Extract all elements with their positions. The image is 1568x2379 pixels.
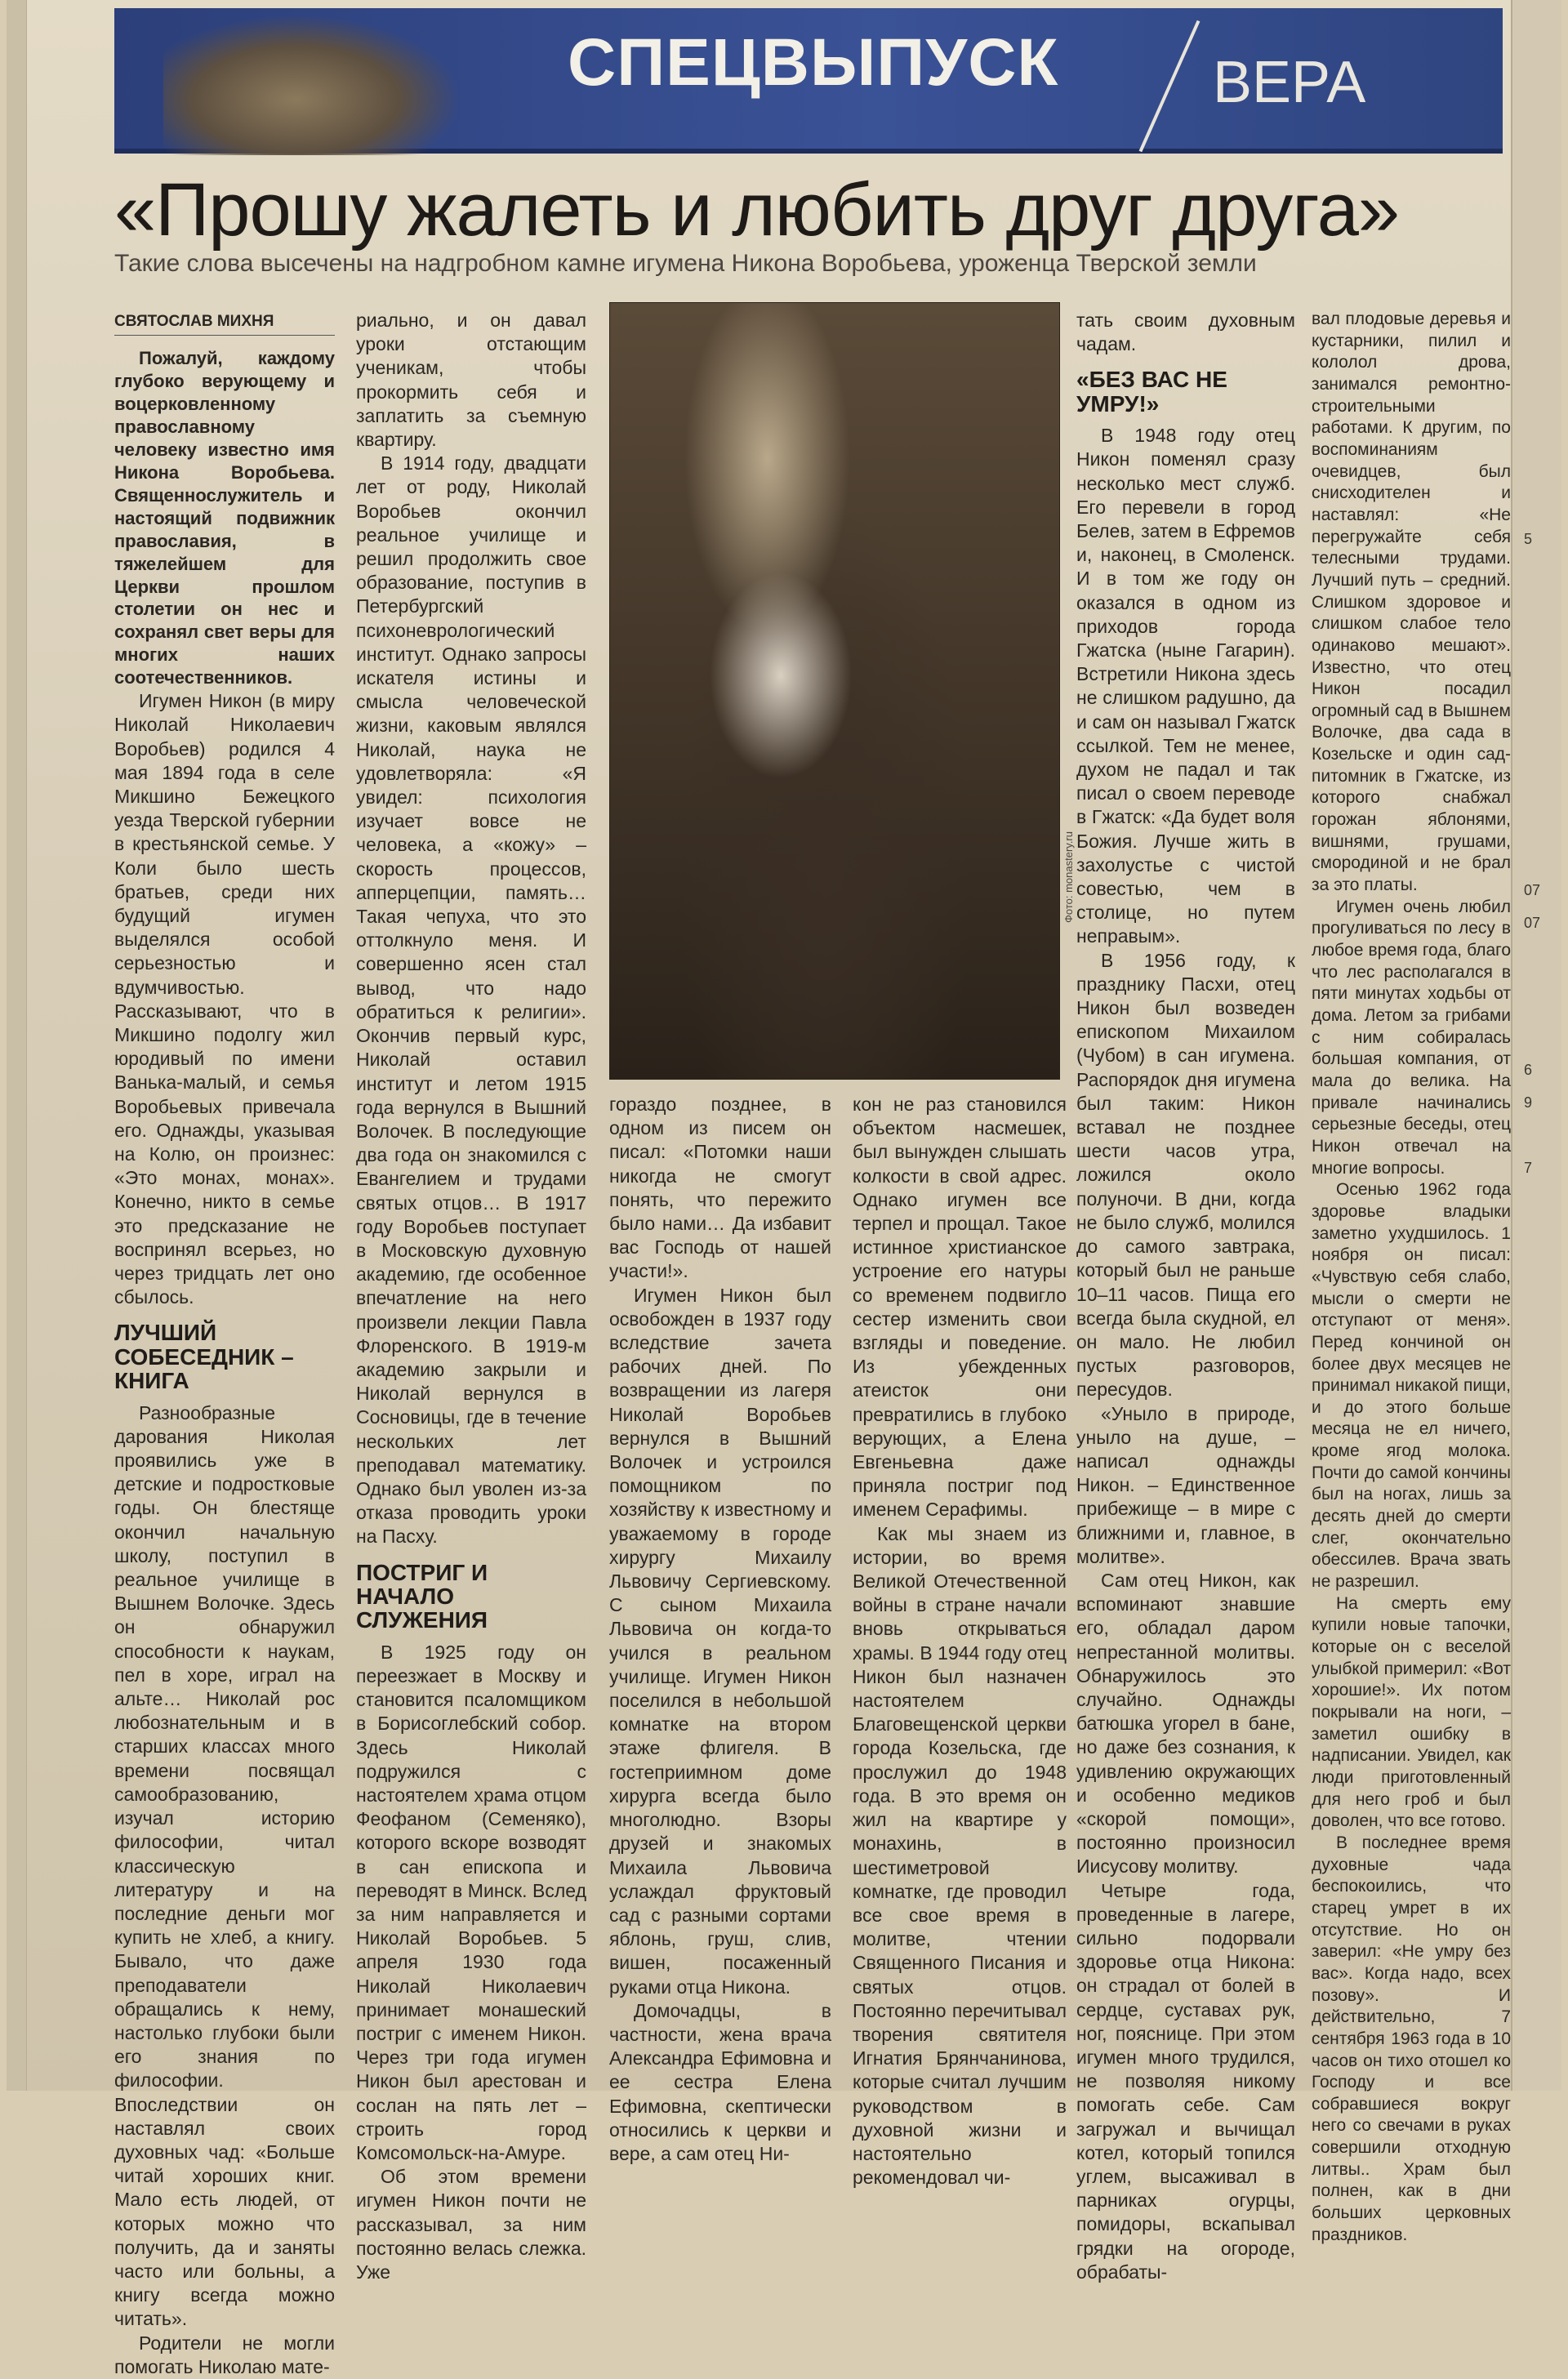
column-6 <box>1312 309 1511 2246</box>
paragraph: Родители не могли помогать Николаю мате- <box>114 2332 335 2377</box>
edge-number: 6 <box>1524 1062 1533 1078</box>
paragraph: гораздо позднее, в одном из писем он писал: «Потомки наши никогда не смогут понять, что пережито было нами… Да избавит вас Господь от нашей участи!». <box>609 1094 831 1282</box>
edge-number: 5 <box>1524 531 1533 547</box>
banner-divider <box>1139 20 1200 152</box>
paragraph: В 1914 году, двадцати лет от роду, Николай Воробьев окончил реальное училище и решил продолжить свое образование, поступив в Петербургский психоневрологический институт. Однако запросы искателя истины и смысла человеческой жизни, каковым являлся Николай, наука не удовлетворяла: «Я увидел: психология изучает вовсе не человека, а «кожу» – скорость процессов, апперцепции, память… Такая чепуха, что это оттолкнуло меня. И совершенно ясен стал вывод, что надо обратиться к религии». Окончив первый курс, Николай оставил институт и летом 1915 года вернулся в Вышний Волочек. В последующие два года он знакомился с Евангелием и трудами святых отцов… В 1917 году Воробьев поступает в Московскую духовную академию, где особенное впечатление на него произвели лекции Павла Флоренского. В 1919-м академию закрыли и Николай вернулся в Сосновицы, где в течение нескольких лет преподавал математику. Однако был уволен из-за отказа проводить уроки на Пасху. <box>356 452 586 1548</box>
paragraph: Об этом времени игумен Никон почти не рассказывал, за ним постоянно велась слежка. Уже <box>356 2166 586 2283</box>
paragraph: риально, и он давал уроки отстающим ученикам, чтобы прокормить себя и заплатить за съемную квартиру. <box>356 310 586 451</box>
column-2 <box>356 309 586 2284</box>
left-page-edge <box>7 0 27 2091</box>
subheading: «БЕЗ ВАС НЕ УМРУ!» <box>1076 367 1227 417</box>
paragraph: Домочадцы, в частности, жена врача Александра Ефимовна и ее сестра Елена Ефимовна, скептически относились к церкви и вере, а сам отец Ни- <box>609 1999 831 2164</box>
paragraph: Сам отец Никон, как вспоминают знавшие его, обладал даром непрестанной молитвы. Обнаружилось это случайно. Однажды батюшка угорел в бане, но даже без сознания, к удивлению окружающих и особенно медиков «скорой помощи», постоянно произносил Иисусову молитву. <box>1076 1569 1295 1878</box>
newspaper-page <box>7 0 1561 2377</box>
edge-number: 07 <box>1524 915 1541 931</box>
portrait-photo <box>609 302 1060 1080</box>
edge-number: 7 <box>1524 1160 1533 1176</box>
paragraph: тать своим духовным чадам. <box>1076 310 1295 355</box>
paragraph: Четыре года, проведенные в лагере, сильно подорвали здоровье отца Никона: он страдал от болей в сердце, суставах рук, ног, пояснице. При этом игумен много трудился, не позволяя никому помогать себе. Сам загружал и вычищал котел, который топился углем, высаживал в парниках огурцы, помидоры, вскапывал грядки на огороде, обрабаты- <box>1076 1879 1295 2283</box>
paragraph: Игумен Никон (в миру Николай Николаевич Воробьев) родился 4 мая 1894 года в селе Микшино Бежецкого уезда Тверской губернии в крестьянской семье. У Коли было шесть братьев, среди них будущий игумен выделялся особой серьезностью и вдумчивостью. Рассказывают, что в Микшино подолгу жил юродивый по имени Ванька-малый, и семья Воробьевых привечала его. Однажды, указывая на Колю, он произнес: «Это монах, монах». Конечно, никто в семье это предсказание не воспринял всерьез, но через тридцать лет оно сбылось. <box>114 690 335 1308</box>
paragraph: кон не раз становился объектом насмешек, был вынужден слышать колкости в свой адрес. Однако игумен все терпел и прощал. Такое истинное христианское устроение его натуры со временем подвигло сестер изменить свои взгляды и поведение. Из убежденных атеисток они превратились в глубоко верующих, а Елена Евгеньевна даже приняла постриг под именем Серафимы. <box>853 1094 1067 1521</box>
paragraph: вал плодовые деревья и кустарники, пилил и кололол дрова, занимался ремонтно-строительными работами. К другим, по воспоминаниям очевидцев, был снисходителен и наставлял: «Не перегружайте себя телесными трудами. Лучший путь – средний. Слишком здоровое и слишком слабое тело одинаково мешают». Известно, что отец Никон посадил огромный сад в Вышнем Волочке, два сада в Козельске и один сад-питомник в Гжатске, из которого снабжал горожан яблонями, вишнями, грушами, смородиной и не брал за это платы. <box>1312 310 1511 895</box>
subheading: ПОСТРИГ И НАЧАЛО СЛУЖЕНИЯ <box>356 1559 488 1633</box>
right-page-edge <box>1511 0 1561 2091</box>
banner-section-title: СПЕЦВЫПУСК <box>568 25 1059 100</box>
paragraph: Игумен очень любил прогуливаться по лесу в любое время года, благо что лес располагался в пяти минутах ходьбы от дома. Летом за грибами с ним собиралась большая компания, от мала до велика. На привале начинались серьезные беседы, отец Никон отвечал на многие вопросы. <box>1312 897 1511 1178</box>
banner-illustration <box>163 16 457 155</box>
paragraph: Игумен Никон был освобожден в 1937 году вследствие зачета рабочих дней. По возвращении из лагеря Николай Воробьев вернулся в Вышний Волочек и устроился помощником по хозяйству к известному и уважаемому в городе хирургу Михаилу Львовичу Сергиевскому. С сыном Михаила Львовича он когда-то учился в реальном училище. Игумен Никон поселился в небольшой комнатке на втором этаже флигеля. В гостеприимном доме хирурга всегда было многолюдно. Взоры друзей и знакомых Михаила Львовича услаждал фруктовый сад с разными сортами яблонь, груш, слив, вишен, посаженный руками отца Никона. <box>609 1284 831 1998</box>
paragraph: Как мы знаем из истории, во время Великой Отечественной войны в стране начали вновь открываться храмы. В 1944 году отец Никон был назначен настоятелем Благовещенской церкви города Козельска, где прослужил до 1948 года. В это время он жил на квартире у монахинь, в шестиметровой комнатке, где проводил все свое время в молитве, чтении Священного Писания и святых отцов. Постоянно перечитывал творения святителя Игнатия Брянчанинова, которые считал лучшим руководством в духовной жизни и настоятельно рекомендовал чи- <box>853 1522 1067 2189</box>
paragraph: В последнее время духовные чада беспокоились, что старец умрет в их отсутствие. Но он заверил: «Не умру без вас». Когда надо, всех позову». И действительно, 7 сентября 1963 года в 10 часов он тихо отошел ко Господу и все собравшиеся вокруг него со свечами в руках совершили отходную литвы.. Храм был полнен, как в дни больших церковных праздников. <box>1312 1833 1511 2244</box>
column-1 <box>114 312 335 2379</box>
photo-credit: Фото: monastery.ru <box>1062 831 1075 923</box>
lead-paragraph: Пожалуй, каждому глубоко верующему и воцерковленному православному человеку известно имя Никона Воробьева. Священнослужитель и настоящий подвижник православия, в тяжелейшем для Церкви прошлом столетии он нес и сохранял свет веры для многих наших соотечественников. <box>114 348 335 688</box>
paragraph: Разнообразные дарования Николая проявились уже в детские и подростковые годы. Он блестяще окончил начальную школу, поступил в реальное училище в Вышнем Волочке. Здесь он обнаружил способности к наукам, пел в хоре, играл на альте… Николай рос любознательным и в старших классах много времени посвящал самообразованию, изучал историю философии, читал классическую литературу и на последние деньги мог купить не хлеб, а книгу. Бывало, что даже преподаватели обращались к нему, настолько глубоки были его знания по философии. Впоследствии он наставлял своих духовных чад: «Больше читай хороших книг. Мало есть людей, от которых можно что получить, да и заняты часто или больны, а книгу всегда можно читать». <box>114 1401 335 2330</box>
paragraph: Осенью 1962 года здоровье владыки заметно ухудшилось. 1 ноября он писал: «Чувствую себя слабо, мысли о смерти не отступают от меня». Перед кончиной он более двух месяцев не принимал никакой пищи, и до этого больше месяца не ел ничего, кроме ягод молока. Почти до самой кончины был на ногах, лишь за десять дней до смерти слег, окончательно обессилев. Врача звать не разрешил. <box>1312 1180 1511 1592</box>
paragraph: «Уныло в природе, уныло на душе, – написал однажды Никон. – Единственное прибежище – в мире с ближними и, главное, в молитве». <box>1076 1402 1295 1567</box>
paragraph: В 1948 году отец Никон поменял сразу несколько мест служб. Его перевели в город Белев, затем в Ефремов и, наконец, в Смоленск. И в том же году он оказался в одном из приходов города Гжатска (ныне Гагарин). Встретили Никона здесь не слишком радушно, да и сам он называл Гжатск ссылкой. Тем не менее, духом не падал и так писал о своем переводе в Гжатск: «Да будет воля Божия. Лучше жить в захолустье с чистой совестью, чем в столице, но путем неправым». <box>1076 425 1295 947</box>
edge-number: 07 <box>1524 882 1541 898</box>
banner-rubric: ВЕРА <box>1213 50 1366 115</box>
paragraph: На смерть ему купили новые тапочки, которые он с веселой улыбкой примерил: «Вот хорошие!». Их потом покрывали на ноги, – заметил ошибку в надписании. Увидел, как люди приготовленный для него гроб и был доволен, что все готово. <box>1312 1593 1511 1831</box>
subheading: ЛУЧШИЙ СОБЕСЕДНИК – КНИГА <box>114 1320 294 1394</box>
column-3 <box>609 1093 831 2166</box>
author-byline: СВЯТОСЛАВ МИХНЯ <box>114 312 335 336</box>
column-4 <box>853 1093 1067 2190</box>
article-headline: «Прошу жалеть и любить друг друга» <box>114 168 1400 252</box>
section-banner <box>114 8 1503 154</box>
paragraph: В 1925 году он переезжает в Москву и становится псаломщиком в Борисоглебский собор. Здесь Николай подружился с настоятелем храма отцом Феофаном (Семеняко), которого вскоре возводят в сан епископа и переводят в Минск. Вслед за ним направляется и Николай Воробьев. 5 апреля 1930 года Николай Николаевич принимает монашеский постриг с именем Никон. Через три года игумен Никон был арестован и сослан на пять лет – строить город Комсомольск-на-Амуре. <box>356 1641 586 2163</box>
article-subhead: Такие слова высечены на надгробном камне игумена Никона Воробьева, уроженца Тверской земли <box>114 250 1257 277</box>
edge-number: 9 <box>1524 1094 1533 1111</box>
column-5 <box>1076 309 1295 2284</box>
paragraph: В 1956 году, к празднику Пасхи, отец Никон был возведен епископом Михаилом (Чубом) в сан игумена. Распорядок дня игумена был таким: Никон вставал не позднее шести часов утра, ложился около полуночи. В дни, когда не было служб, молился до самого завтрака, который был не раньше 10–11 часов. Пища его всегда была скудной, ел он мало. Не любил пустых разговоров, пересудов. <box>1076 949 1295 1401</box>
